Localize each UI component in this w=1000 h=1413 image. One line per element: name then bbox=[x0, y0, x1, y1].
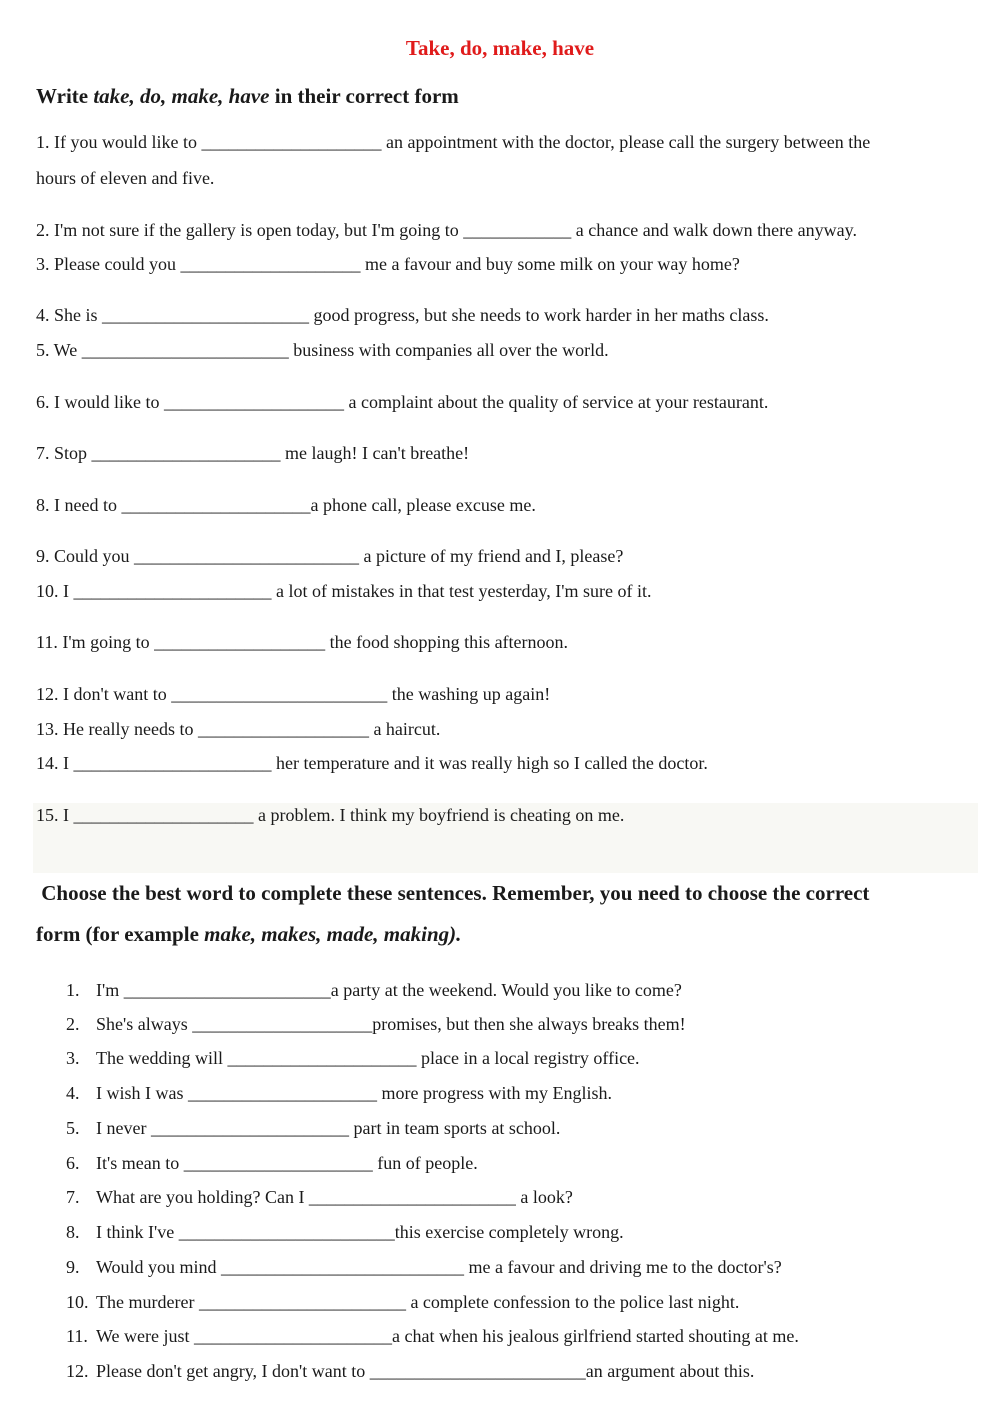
exercise-line: 1. If you would like to ____________________ an appointment with the doctor, please call the surgery between the bbox=[36, 132, 871, 152]
worksheet-title: Take, do, make, have bbox=[405, 36, 595, 60]
item-sentence: I wish I was _____________________ more progress with my English. bbox=[96, 1083, 612, 1103]
section2-heading-line2 bbox=[36, 922, 461, 947]
section1-heading-post: in their correct form bbox=[269, 84, 459, 108]
section2-heading-line1: Choose the best word to complete these sentences. Remember, you need to choose the correct bbox=[36, 881, 870, 905]
exercise-line: 15. I ____________________ a problem. I think my boyfriend is cheating on me. bbox=[36, 805, 625, 825]
section1-heading bbox=[36, 84, 459, 109]
item-number: 6. bbox=[66, 1153, 80, 1173]
exercise-line: 9. Could you _________________________ a picture of my friend and I, please? bbox=[36, 546, 624, 566]
item-number: 11. bbox=[66, 1326, 88, 1346]
item-sentence: The murderer _______________________ a complete confession to the police last night. bbox=[96, 1292, 740, 1312]
exercise-line: 7. Stop _____________________ me laugh! I can't breathe! bbox=[36, 443, 470, 463]
exercise-line: 5. We _______________________ business with companies all over the world. bbox=[36, 340, 609, 360]
item-sentence: I never ______________________ part in team sports at school. bbox=[96, 1118, 561, 1138]
item-number: 12. bbox=[66, 1361, 89, 1381]
section1-heading-pre: Write bbox=[36, 84, 94, 108]
section2-heading-pre: form (for example bbox=[36, 922, 205, 946]
exercise-line: hours of eleven and five. bbox=[36, 168, 215, 188]
item-number: 5. bbox=[66, 1118, 80, 1138]
item-sentence: It's mean to _____________________ fun of people. bbox=[96, 1153, 478, 1173]
exercise-line: 2. I'm not sure if the gallery is open today, but I'm going to ____________ a chance and walk down there anyway. bbox=[36, 220, 857, 240]
item-sentence: We were just ______________________a chat when his jealous girlfriend started shouting at me. bbox=[96, 1326, 799, 1346]
item-number: 8. bbox=[66, 1222, 80, 1242]
item-number: 1. bbox=[66, 980, 80, 1000]
exercise-line: 6. I would like to ____________________ a complaint about the quality of service at your restaurant. bbox=[36, 392, 769, 412]
exercise-line: 4. She is _______________________ good progress, but she needs to work harder in her maths class. bbox=[36, 305, 769, 325]
item-number: 2. bbox=[66, 1014, 80, 1034]
item-sentence: The wedding will _____________________ place in a local registry office. bbox=[96, 1048, 640, 1068]
section1-heading-emphasis: take, do, make, have bbox=[93, 84, 270, 108]
exercise-line: 10. I ______________________ a lot of mistakes in that test yesterday, I'm sure of it. bbox=[36, 581, 652, 601]
exercise-line: 11. I'm going to ___________________ the food shopping this afternoon. bbox=[36, 632, 569, 652]
item-number: 9. bbox=[66, 1257, 80, 1277]
exercise-line: 12. I don't want to ________________________ the washing up again! bbox=[36, 684, 551, 704]
exercise-line: 14. I ______________________ her temperature and it was really high so I called the doctor. bbox=[36, 753, 708, 773]
item-sentence: Would you mind ___________________________ me a favour and driving me to the doctor's? bbox=[96, 1257, 782, 1277]
item-number: 10. bbox=[66, 1292, 89, 1312]
item-sentence: I think I've ________________________this exercise completely wrong. bbox=[96, 1222, 624, 1242]
item-sentence: She's always ____________________promises, but then she always breaks them! bbox=[96, 1014, 686, 1034]
item-number: 3. bbox=[66, 1048, 80, 1068]
item-number: 4. bbox=[66, 1083, 80, 1103]
exercise-line: 13. He really needs to ___________________ a haircut. bbox=[36, 719, 441, 739]
item-sentence: Please don't get angry, I don't want to ________________________an argument about this. bbox=[96, 1361, 755, 1381]
exercise-line: 3. Please could you ____________________ me a favour and buy some milk on your way home? bbox=[36, 254, 740, 274]
exercise-line: 8. I need to _____________________a phone call, please excuse me. bbox=[36, 495, 536, 515]
item-number: 7. bbox=[66, 1187, 80, 1207]
item-sentence: What are you holding? Can I _______________________ a look? bbox=[96, 1187, 573, 1207]
section2-heading-emphasis: make, makes, made, making). bbox=[204, 922, 462, 946]
item-sentence: I'm _______________________a party at the weekend. Would you like to come? bbox=[96, 980, 682, 1000]
